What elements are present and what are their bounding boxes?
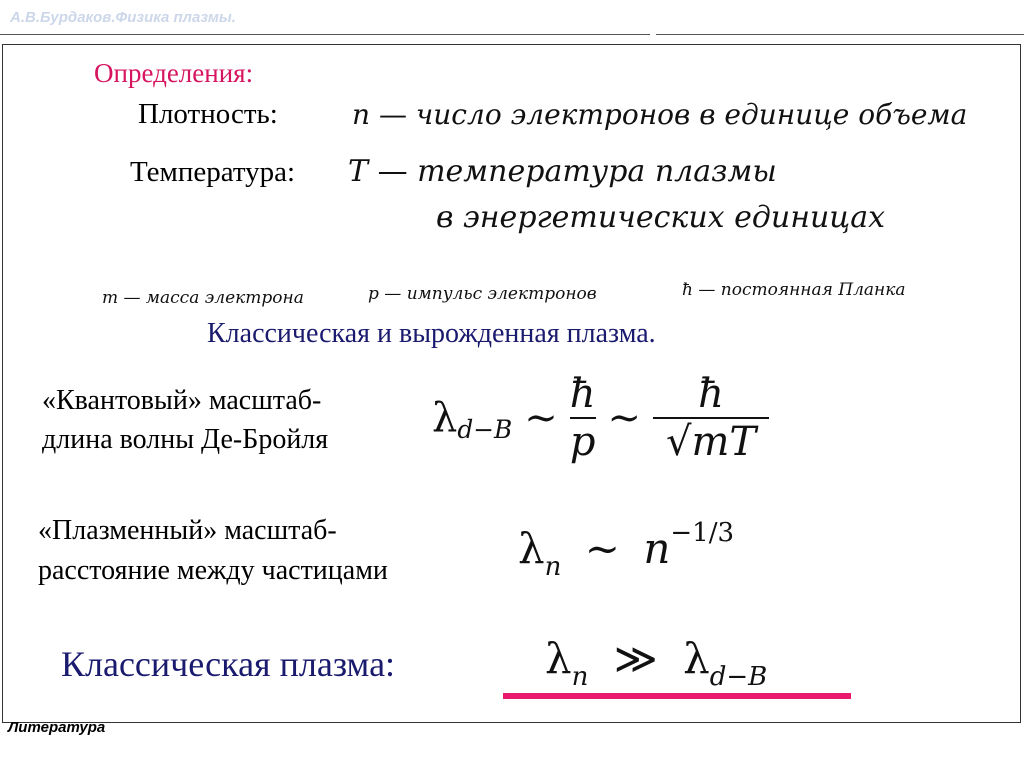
plasma-exponent: −1/3 [670, 517, 735, 548]
fraction-hbar-sqrt [653, 373, 769, 463]
density-label: Плотность: [138, 98, 278, 130]
sim-2: ∼ [607, 395, 642, 441]
fraction-p-denominator: p [569, 419, 596, 465]
definitions-heading: Определения: [94, 58, 254, 88]
density-dash: — [378, 98, 407, 131]
classical-sub-dB: d−B [709, 661, 768, 692]
temperature-symbol: T [348, 154, 369, 189]
classical-condition-formula [545, 634, 768, 692]
note-mass-symbol: m [102, 288, 119, 308]
classical-sub-n: n [571, 661, 589, 692]
temperature-label: Температура: [130, 156, 296, 188]
note-planck [682, 280, 906, 300]
fraction-hbar-numerator: ħ [569, 371, 596, 417]
literature-link[interactable]: Литература [8, 719, 106, 736]
quantum-scale-label-line2: длина волны Де-Бройля [42, 424, 329, 455]
note-momentum [368, 284, 597, 304]
plasma-subscript: n [544, 551, 562, 582]
note-planck-symbol: ħ [682, 280, 693, 300]
classical-lambda-n: λ [545, 634, 572, 683]
plasma-lambda: λ [518, 524, 545, 573]
plasma-scale-label-line1: «Плазменный» масштаб- [38, 515, 337, 546]
density-text: число электронов в единице объема [415, 98, 968, 131]
note-momentum-symbol: p [368, 284, 379, 304]
plasma-scale-formula [518, 517, 735, 582]
density-symbol: n [352, 98, 371, 131]
highlight-underline [503, 693, 851, 699]
de-broglie-lambda: λ [432, 395, 458, 441]
note-mass-text: — масса электрона [123, 288, 304, 308]
note-momentum-text: — импульс электронов [384, 284, 597, 304]
temperature-text-line1: температура плазмы [417, 154, 777, 189]
sqrt-radicand: mT [691, 419, 757, 465]
header-divider-right [656, 34, 1024, 35]
much-greater-sign: ≫ [613, 634, 658, 683]
presentation-title: А.В.Бурдаков.Физика плазмы. [10, 9, 236, 26]
note-mass [102, 288, 304, 308]
fraction-hbar2-numerator: ħ [698, 371, 724, 417]
sqrt-sign: √ [665, 419, 692, 465]
classical-lambda-dB: λ [683, 634, 710, 683]
section-title: Классическая и вырожденная плазма. [207, 318, 656, 349]
quantum-scale-label-line1: «Квантовый» масштаб- [42, 385, 322, 416]
note-planck-text: — постоянная Планка [698, 280, 906, 300]
fraction-hbar-p [570, 373, 596, 463]
de-broglie-formula [432, 362, 769, 474]
header-divider-left [0, 34, 650, 35]
de-broglie-subscript: d−B [457, 414, 513, 444]
fraction-sqrt-denominator [653, 421, 769, 463]
temperature-dash: — [377, 154, 408, 189]
sim-1: ∼ [524, 395, 558, 441]
plasma-scale-label-line2: расстояние между частицами [38, 555, 388, 586]
sim-3: ∼ [584, 524, 620, 573]
plasma-n: n [643, 524, 671, 573]
temperature-definition [348, 154, 777, 189]
temperature-text-line2: в энергетических единицах [436, 200, 886, 235]
density-definition [352, 98, 967, 131]
classical-plasma-label: Классическая плазма: [61, 644, 396, 684]
